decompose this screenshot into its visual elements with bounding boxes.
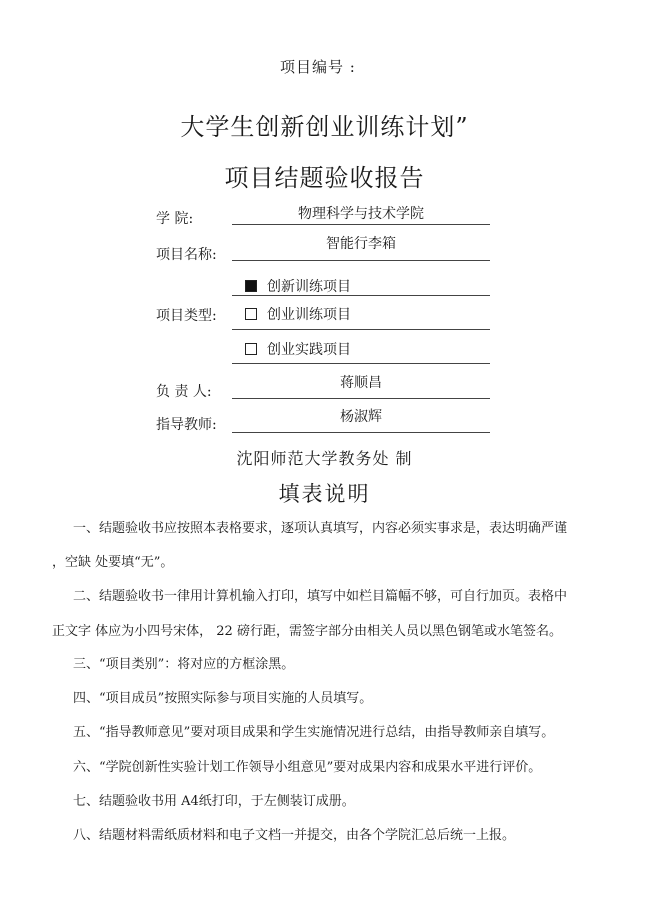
checkbox-empty-icon[interactable] xyxy=(245,308,257,320)
college-value: 物理科学与技术学院 xyxy=(298,206,424,222)
project-name-underline xyxy=(232,260,490,261)
option-label: 创业实践项目 xyxy=(267,342,351,358)
project-type-option-innovation[interactable] xyxy=(245,276,351,296)
project-type-label: 项目类型: xyxy=(156,308,217,324)
instruction-line: 三、“项目类别”：将对应的方框涂黑。 xyxy=(73,657,295,672)
option-label: 创业训练项目 xyxy=(267,307,351,323)
project-type-option-entrepreneurship-practice[interactable] xyxy=(245,339,351,359)
project-name-label: 项目名称: xyxy=(156,247,217,263)
option-underline xyxy=(232,363,490,364)
instruction-line: ，空缺 处要填“无”。 xyxy=(52,555,174,570)
project-number-label: 项目编号 : xyxy=(280,58,356,76)
college-label: 学 院: xyxy=(156,211,194,227)
college-underline xyxy=(232,224,490,225)
advisor-value: 杨淑辉 xyxy=(340,409,382,425)
advisor-label: 指导教师: xyxy=(156,417,217,433)
instruction-line: 正文字 体应为小四号宋体， 22 磅行距，需签字部分由相关人员以黑色钢笔或水笔签名。 xyxy=(52,624,562,639)
option-label: 创新训练项目 xyxy=(267,279,351,295)
instruction-line: 六、“学院创新性实验计划工作领导小组意见”要对成果内容和成果水平进行评价。 xyxy=(73,760,542,775)
document-subtitle: 项目结题验收报告 xyxy=(224,164,425,192)
instruction-line: 五、“指导教师意见”要对项目成果和学生实施情况进行总结，由指导教师亲自填写。 xyxy=(73,725,555,740)
instruction-line: 八、结题材料需纸质材料和电子文档一并提交，由各个学院汇总后统一上报。 xyxy=(73,828,516,843)
instruction-line: 二、结题验收书一律用计算机输入打印，填写中如栏目篇幅不够，可自行加页。表格中 xyxy=(73,589,568,604)
document-title: 大学生创新创业训练计划” xyxy=(180,113,469,141)
advisor-underline xyxy=(232,432,490,433)
leader-label: 负 责 人: xyxy=(156,384,212,400)
project-type-option-entrepreneurship-training[interactable] xyxy=(245,304,351,324)
option-underline xyxy=(232,329,490,330)
instruction-line: 七、结题验收书用 A4纸打印，于左侧装订成册。 xyxy=(73,794,355,809)
leader-value: 蒋顺昌 xyxy=(340,375,382,391)
instruction-line: 一、结题验收书应按照本表格要求，逐项认真填写，内容必须实事求是，表达明确严谨 xyxy=(73,521,568,536)
project-name-value: 智能行李箱 xyxy=(326,236,396,252)
instructions-title: 填表说明 xyxy=(278,482,371,506)
issuer-text: 沈阳师范大学教务处 制 xyxy=(236,449,413,468)
leader-underline xyxy=(232,398,490,399)
checkbox-empty-icon[interactable] xyxy=(245,343,257,355)
instruction-line: 四、“项目成员”按照实际参与项目实施的人员填写。 xyxy=(73,691,373,706)
option-underline xyxy=(232,295,490,296)
checkbox-filled-icon[interactable] xyxy=(245,280,257,292)
